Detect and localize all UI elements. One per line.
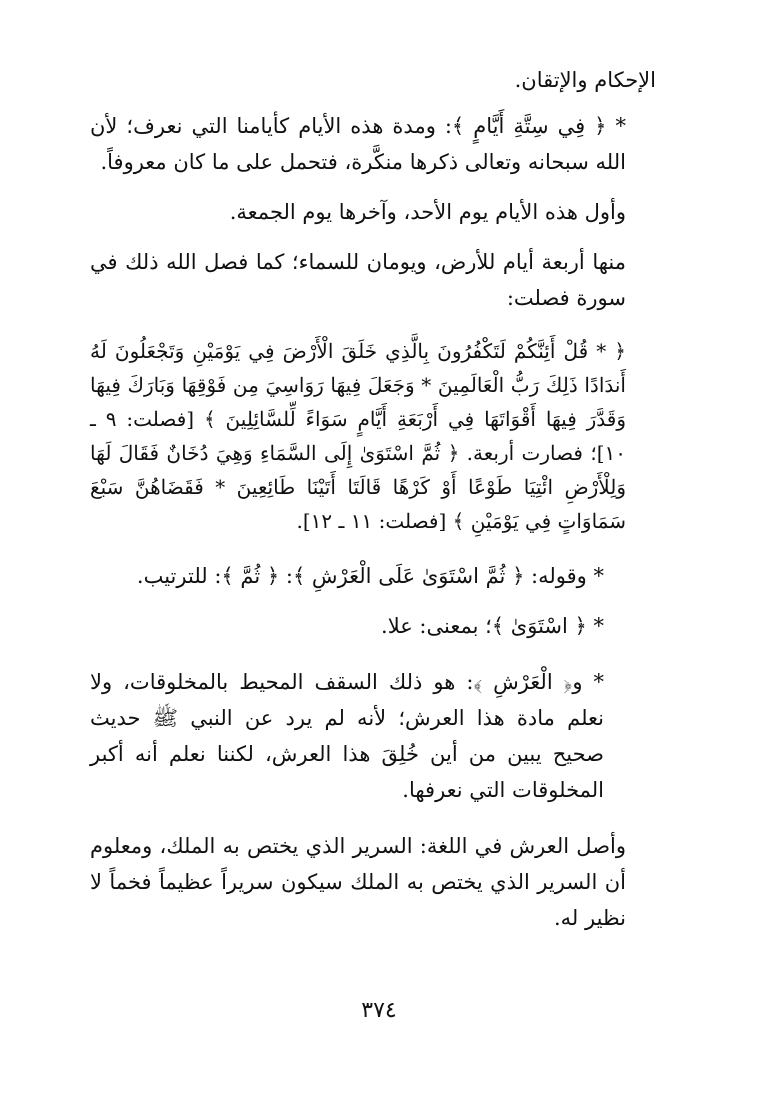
- paragraph-thumma: * وقوله: ﴿ ثُمَّ اسْتَوَىٰ عَلَى الْعَرْشِ ﴾: ﴿ ثُمَّ ﴾: للترتيب.: [136, 564, 604, 588]
- paragraph-arsh-language: وأصل العرش في اللغة: السرير الذي يختص به الملك، ومعلوم أن السرير الذي يختص به الملك سيكون سريراً عظيماً فخماً لا نظير له.: [90, 834, 626, 930]
- paragraph-first-day: وأول هذه الأيام يوم الأحد، وآخرها يوم الجمعة.: [229, 200, 626, 224]
- paragraph-six-days: * ﴿ فِي سِتَّةِ أَيَّامٍ ﴾: ومدة هذه الأيام كأيامنا التي نعرف؛ لأن الله سبحانه وتعالى ذكرها منكَّرة، فتحمل على ما كان معروفاً.: [90, 114, 626, 174]
- quran-quote-fussilat: ﴿ * قُلْ أَئِنَّكُمْ لَتَكْفُرُونَ بِالَّذِي خَلَقَ الْأَرْضَ فِي يَوْمَيْنِ وَتَجْعَلُونَ لَهُ أَندَادًا ذَلِكَ رَبُّ الْعَالَمِينَ * وَجَعَلَ فِيهَا رَوَاسِيَ مِن فَوْقِهَا وَبَارَكَ فِيهَا وَقَدَّرَ فِيهَا أَقْوَاتَهَا فِي أَرْبَعَةِ أَيَّامٍ سَوَاءً لِّلسَّائِلِينَ ﴾ [فصلت: ٩ ـ ١٠]؛ فصارت أربعة. ﴿ ثُمَّ اسْتَوَىٰ إِلَى السَّمَاءِ وَهِيَ دُخَانٌ فَقَالَ لَهَا وَلِلْأَرْضِ ائْتِيَا طَوْعًا أَوْ كَرْهًا قَالَتَا أَتَيْنَا طَائِعِينَ * فَقَضَاهُنَّ سَبْعَ سَمَاوَاتٍ فِي يَوْمَيْنِ ﴾ [فصلت: ١١ ـ ١٢].: [90, 339, 627, 533]
- paragraph-arsh: * و﴿ الْعَرْشِ ﴾: هو ذلك السقف المحيط بالمخلوقات، ولا نعلم مادة هذا العرش؛ لأنه لم يرد عن النبي ﷺ حديث صحيح يبين من أين خُلِقَ هذا العرش، لكننا نعلم أنه أكبر المخلوقات التي نعرفها.: [90, 670, 604, 802]
- page-number: ٣٧٤: [361, 998, 397, 1023]
- paragraph-days-division: منها أربعة أيام للأرض، ويومان للسماء؛ كما فصل الله ذلك في سورة فصلت:: [90, 250, 626, 310]
- paragraph-istawa: * ﴿ اسْتَوَىٰ ﴾؛ بمعنى: علا.: [381, 614, 604, 638]
- continuation-line: الإحكام والإتقان.: [514, 68, 656, 92]
- page-text: [90, 62, 656, 936]
